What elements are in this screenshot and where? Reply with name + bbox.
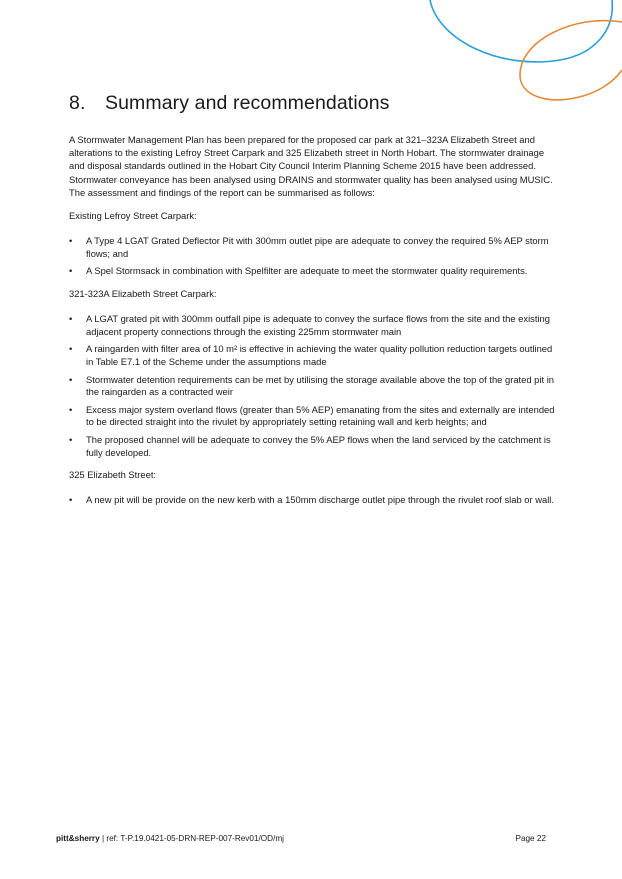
bullet-item [69, 265, 559, 278]
bullet-marker: • [69, 373, 73, 385]
bullet-list [69, 313, 559, 459]
section-title: Summary and recommendations [105, 92, 390, 114]
page-footer [56, 834, 546, 843]
bullet-marker: • [69, 403, 73, 415]
bullet-item [69, 494, 559, 507]
bullet-list [69, 494, 559, 507]
group-label: 321-323A Elizabeth Street Carpark: [69, 288, 217, 299]
footer-ref: | ref: T-P.19.0421-05-DRN-REP-007-Rev01/OD/mj [99, 834, 284, 843]
bullet-text: A LGAT grated pit with 300mm outfall pipe is adequate to convey the surface flows from the site and the existing adjacent property connections through the existing 225mm stormwater main [86, 313, 550, 337]
bullet-item [69, 374, 559, 399]
bullet-marker: • [69, 313, 73, 325]
bullet-text: A raingarden with filter area of 10 m² is effective in achieving the water quality pollution reduction targets outlined in Table E7.1 of the Scheme under the assumptions made [86, 343, 553, 367]
bullet-item [69, 343, 559, 368]
bullet-marker: • [69, 494, 73, 506]
blue-arc [430, 0, 612, 62]
bullet-item [69, 404, 559, 429]
bullet-text: Excess major system overland flows (greater than 5% AEP) emanating from the sites and externally are intended to be directed straight into the rivulet by appropriately setting retaining wall and kerb heights; and [86, 403, 555, 428]
findings-groups [69, 209, 559, 507]
bullet-marker: • [69, 235, 73, 247]
footer-brand: pitt&sherry [56, 834, 100, 843]
group-label: Existing Lefroy Street Carpark: [69, 210, 197, 222]
bullet-marker: • [69, 265, 73, 277]
intro-paragraph: A Stormwater Management Plan has been prepared for the proposed car park at 321–323A Elizabeth Street and alterations to the existing Lefroy Street Carpark and 325 Elizabeth street in North Hobart. The stormwater drainage and disposal standards outlined in the Hobart City Council Interim Planning Scheme 2015 have been addressed. Stormwater conveyance has been analysed using DRAINS and stormwater quality has been analysed using MUSIC. The assessment and findings of the report can be summarised as follows: [69, 134, 553, 198]
bullet-text: The proposed channel will be adequate to convey the 5% AEP flows when the land serviced by the catchment is fully developed. [86, 433, 551, 458]
bullet-text: A Spel Stormsack in combination with Spelfilter are adequate to meet the stormwater quality requirements. [86, 265, 528, 277]
bullet-text: Stormwater detention requirements can be met by utilising the storage available above the top of the grated pit in the raingarden as a contracted weir [86, 373, 554, 398]
group-label: 325 Elizabeth Street: [69, 469, 157, 481]
bullet-item [69, 235, 559, 260]
section-number: 8. [69, 92, 86, 114]
section-heading [69, 92, 559, 115]
bullet-list [69, 235, 559, 278]
orange-arc [520, 21, 622, 100]
bullet-marker: • [69, 433, 73, 445]
bullet-text: A Type 4 LGAT Grated Deflector Pit with 300mm outlet pipe are adequate to convey the required 5% AEP storm flows; and [86, 235, 549, 259]
bullet-item [69, 434, 559, 459]
bullet-text: A new pit will be provide on the new kerb with a 150mm discharge outlet pipe through the rivulet roof slab or wall. [86, 494, 554, 506]
page-number: Page 22 [515, 834, 546, 843]
bullet-item [69, 313, 559, 338]
document-body [69, 92, 559, 516]
bullet-marker: • [69, 343, 73, 355]
